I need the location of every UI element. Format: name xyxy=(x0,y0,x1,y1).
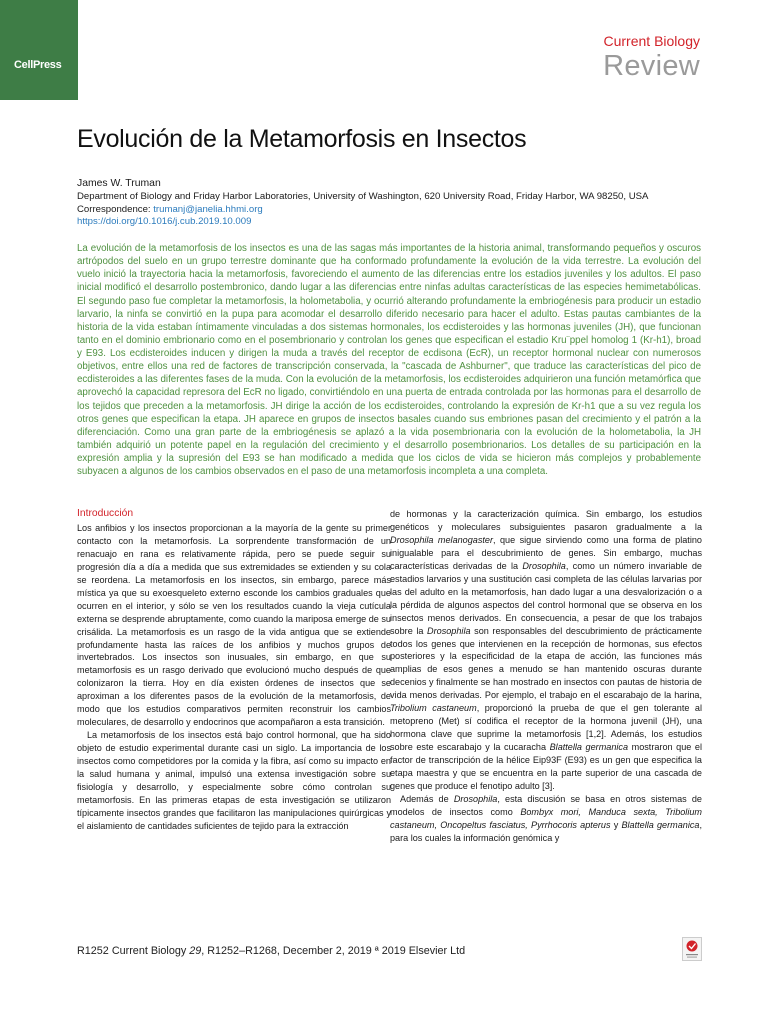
text-run: , esta discusión se basa en otros sistemas de modelos de insectos como xyxy=(390,793,702,817)
left-column xyxy=(77,508,391,833)
footer-page-code: R1252 Current Biology xyxy=(77,945,190,957)
article-title: Evolución de la Metamorfosis en Insectos xyxy=(77,125,527,153)
text-run: Además de xyxy=(400,793,454,804)
species-name: Drosophila melanogaster xyxy=(390,534,494,545)
cellpress-logo: CellPress xyxy=(14,59,62,71)
body-paragraph-2 xyxy=(390,793,702,845)
footer-volume: 29 xyxy=(189,945,202,957)
affiliation: Department of Biology and Friday Harbor Laboratories, University of Washington, 620 University Road, Friday Harbor, WA 98250, USA xyxy=(77,191,649,203)
text-run: y xyxy=(610,819,622,830)
species-name: Tribolium castaneum xyxy=(390,703,477,714)
abstract: La evolución de la metamorfosis de los insectos es una de las sagas más importantes de la historia animal, transformando pequeños y oscuros artrópodos del suelo en un grupo terrestre dominante que ha conformado profundamente la evolución de la vida terrestre. La evolución del vuelo inició la trayectoria hacia la metamorfosis, favoreciendo el aumento de las diferencias entre los estadios juveniles y los adultos. El paso inicial modificó el desarrollo postembronico, dando lugar a las diferencias entre ninfas adultas características de las especies hemimetabólicas. El segundo paso fue completar la metamorfosis, la holometabolia, y ocurrió alterando profundamente la embriogénesis para producir un estadio larvario, la ninfa se convirtió en la pupa para acomodar el desarrollo diferido necesario para hacer el adulto. Estas pautas cambiantes de la historia de la vida estaban íntimamente vinculadas a dos sistemas hormonales, los ecdisteroides y las hormonas juveniles (JH), que funcionan tanto en el dominio embrionario como en el posembrionario y controlan los genes que especifican el estadio Kru¨ppel homolog 1 (Kr-h1), broad y E93. Los ecdisteroides inducen y dirigen la muda a través del receptor de ecdisona (EcR), un receptor hormonal nuclear con numerosos objetivos, entre ellos una red de factores de transcripción conservada, la "cascada de Ashburner", que traduce las características del pico de ecdisteroides a las diferentes fases de la muda. Con la evolución de la metamorfosis, los ecdisteroides adquirieron una función metamórfica que aprovechó la capacidad represora del EcR no ligado, convirtiéndolo en una puerta de entrada controlada por las hormonas para el desarrollo de los tejidos que preceden a la metamorfosis. JH dirige la acción de los ecdisteroides, controlando la expresión de Kr-h1 que a su vez regula los otros genes que especifican la etapa. JH aparece en grupos de insectos basales cuando sus embriones pasan del crecimiento y el patrón a la diferenciación. Como una gran parte de la embriogénesis se aplazó a la vida posembrionaria con la evolución de la holometabolia, la JH también adquirió un potente papel en la regulación del crecimiento y el desarrollo posembrionarios. Los detalles de su participación en la expresión amplia y la supresión del E93 se han modificado a medida que los ciclos de vida se hicieron más complejos y probablemente subyacen a algunos de los cambios observados en el paso de una metamorfosis incompleta a una completa. xyxy=(77,243,701,478)
article-meta xyxy=(77,178,717,228)
intro-paragraph-2: La metamorfosis de los insectos está bajo control hormonal, que ha sido objeto de estudio experimental durante casi un siglo. La importancia de los insectos como competidores por la comida y la fibra, así como su impacto en la salud humana y animal, impulsó una extensa investigación sobre su fisiología y desarrollo, y especialmente sobre cómo controlan su metamorfosis. En las primeras etapas de esta investigación se utilizaron típicamente insectos grandes que facilitaron las manipulaciones quirúrgicas y el aislamiento de cantidades suficientes de tejido para la extracción xyxy=(77,730,391,831)
section-heading-introduccion: Introducción xyxy=(77,508,134,519)
species-name: Blattella germanica xyxy=(549,742,629,753)
article-type: Review xyxy=(603,50,700,82)
right-column xyxy=(390,508,702,845)
journal-name: Current Biology xyxy=(603,33,700,49)
correspondence-email-link[interactable]: trumanj@janelia.hhmi.org xyxy=(153,203,263,215)
correspondence xyxy=(77,204,717,216)
footer-citation: , R1252–R1268, December 2, 2019 ª 2019 Elsevier Ltd xyxy=(201,945,466,957)
page-footer xyxy=(77,945,465,957)
doi-link[interactable]: https://doi.org/10.1016/j.cub.2019.10.009 xyxy=(77,215,252,227)
text-run: son responsables del descubrimiento de prácticamente todos los genes que intervienen en la recepción de hormonas, sus efectos posteriores y la especificidad de la etapa de acción, las funciones más amplias de esos genes a menudo se han mantenido oscuras durante decenios y finalmente se han mostrado en insectos con pautas de historia de vida menos derivadas. Por ejemplo, el trabajo en el escarabajo de la harina, xyxy=(390,625,702,701)
intro-paragraph-1: Los anfibios y los insectos proporcionan a la mayoría de la gente su primer contacto con la metamorfosis. La sorprendente transformación de un renacuajo en rana es relativamente rápida, pero se puede seguir su progresión día a día a medida que sus extremidades se extienden y su cola se reordena. La metamorfosis en los insectos, sin embargo, parece más mística ya que su exoesqueleto externo esconde los cambios graduales que ocurren en el interior, y sólo se ven los resultados cuando la vieja cutícula externa se desprende abruptamente, como cuando la mariposa emerge de su crisálida. La metamorfosis es un rasgo de la vida antigua que se extiende profundamente hasta las raíces de los anfibios y muchos grupos de invertebrados. Los insectos son inusuales, sin embargo, en que su metamorfosis es un rasgo derivado que evolucionó mucho después de que colonizaron la tierra. Hoy en día existen órdenes de insectos que se aproximan a los diferentes pasos de la evolución de la metamorfosis, de modo que los estudios comparativos permiten reconstruir los cambios moleculares, de desarrollo y endocrinos que acompañaron a esta transición. xyxy=(77,522,391,728)
text-run: , que sigue sirviendo como una forma de platino inigualable para el descubrimiento de genes. Sin embargo, muchas características derivadas de la xyxy=(390,534,702,571)
body-paragraph-1 xyxy=(390,508,702,793)
species-name: Bombyx mori, Manduca sexta, Tribolium castaneum, Oncopeltus fasciatus, Pyrrhocoris apterus xyxy=(390,806,702,830)
species-name: Drosophila xyxy=(427,625,471,636)
species-name: Drosophila xyxy=(522,560,566,571)
author-name: James W. Truman xyxy=(77,178,161,189)
text-run: , como un número invariable de estadios larvarios y una sustitución casi completa de las células larvarias por las del adulto en la metamorfosis, han dado lugar a una desvalorización o a la pérdida de algunos aspectos del control hormonal que se observa en los insectos menos derivados. En consecuencia, a pesar de que los trabajos sobre la xyxy=(390,560,702,636)
text-run: , proporcionó la prueba de que el gen tolerante al metopreno (Met) sí codifica el receptor de la hormona juvenil (JH), una hormona clave que suprime la metamorfosis [1,2]. Además, los estudios sobre este escarabajo y la cucaracha xyxy=(390,703,702,753)
check-for-updates-icon[interactable] xyxy=(682,937,702,961)
species-name: Blattella germanica xyxy=(621,819,700,830)
text-run: , para los cuales la información genómica y xyxy=(390,819,702,843)
species-name: Drosophila xyxy=(453,793,498,804)
cellpress-logo-block xyxy=(0,0,78,100)
correspondence-label: Correspondence: xyxy=(77,203,154,215)
text-run: mostraron que el factor de transcripción de la hélice Eip93F (E93) es un gen que especifica la etapa maestra y que se encuentra en la parte superior de una cascada de genes que produce el fenotipo adulto [3]. xyxy=(390,742,703,792)
text-run: de hormonas y la caracterización química. Sin embargo, los estudios genéticos y moleculares subsiguientes pasaron gradualmente a la xyxy=(390,509,702,532)
